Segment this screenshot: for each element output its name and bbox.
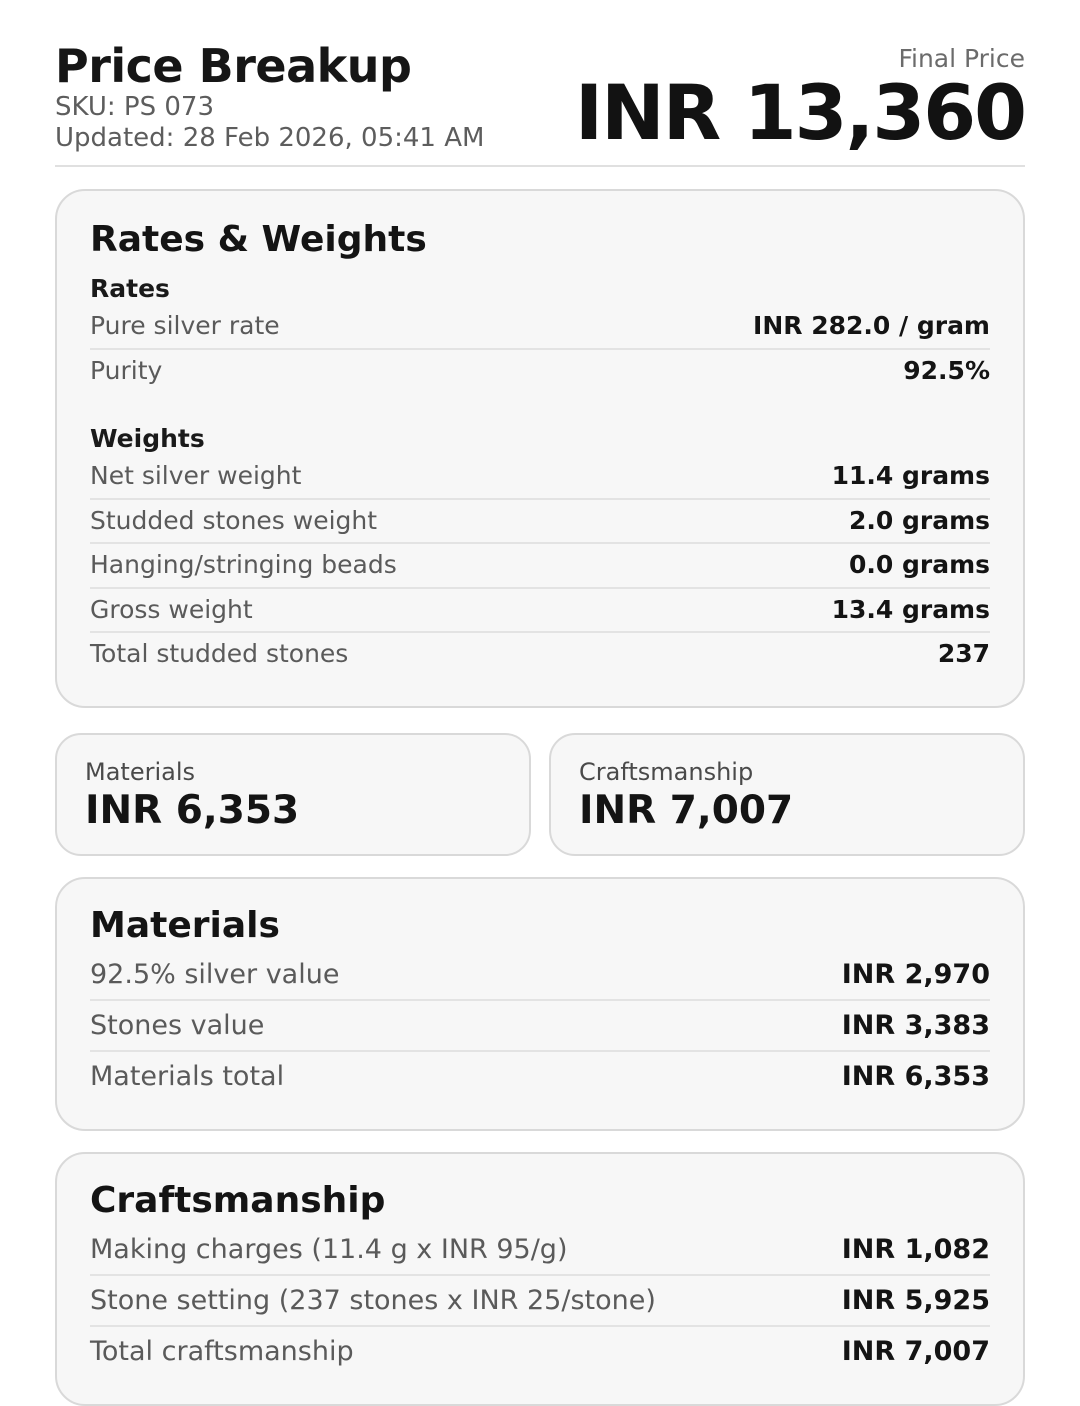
row-value: 2.0 grams: [848, 505, 990, 535]
row-label: Materials total: [90, 1060, 285, 1092]
header-right: [574, 42, 1025, 157]
summary-tile-value: INR 7,007: [579, 787, 794, 833]
table-row: [90, 1276, 990, 1327]
updated-timestamp: Updated: 28 Feb 2026, 05:41 AM: [55, 123, 485, 154]
summary-tiles: [55, 733, 1025, 856]
table-row: [90, 455, 990, 500]
final-price-value: INR 13,360: [574, 68, 1025, 157]
row-value: INR 2,970: [841, 958, 990, 990]
table-row: [90, 633, 990, 676]
table-row: [90, 544, 990, 589]
row-label: Pure silver rate: [90, 311, 280, 341]
row-value: INR 7,007: [841, 1336, 990, 1368]
header: [55, 39, 1025, 157]
page-title: Price Breakup: [55, 39, 412, 93]
weights-subheading: Weights: [90, 424, 205, 454]
row-label: Studded stones weight: [90, 505, 378, 535]
table-row: [90, 589, 990, 634]
final-price-label: Final Price: [898, 44, 1025, 73]
row-label: Purity: [90, 355, 163, 385]
row-value: INR 6,353: [841, 1060, 990, 1092]
craftsmanship-rows: [90, 1225, 990, 1376]
table-row: [90, 500, 990, 545]
materials-card: [55, 877, 1025, 1131]
row-value: INR 5,925: [841, 1284, 990, 1316]
table-row: [90, 1052, 990, 1101]
rates-weights-title: Rates & Weights: [90, 219, 427, 261]
summary-tile-label: Materials: [85, 757, 196, 786]
materials-summary-tile: [55, 733, 531, 856]
craftsmanship-title: Craftsmanship: [90, 1179, 386, 1221]
rates-weights-card: [55, 189, 1025, 708]
row-value: 0.0 grams: [848, 550, 990, 580]
row-label: Making charges (11.4 g x INR 95/g): [90, 1233, 568, 1265]
row-value: INR 1,082: [841, 1233, 990, 1265]
table-row: [90, 1001, 990, 1052]
row-label: Stones value: [90, 1009, 265, 1041]
header-left: [55, 39, 485, 155]
summary-tile-value: INR 6,353: [85, 787, 300, 833]
row-value: 92.5%: [903, 355, 990, 385]
materials-rows: [90, 950, 990, 1101]
row-label: Hanging/stringing beads: [90, 550, 397, 580]
table-row: [90, 305, 990, 350]
table-row: [90, 950, 990, 1001]
rates-subheading: Rates: [90, 274, 170, 304]
table-row: [90, 350, 990, 393]
row-label: Net silver weight: [90, 461, 302, 491]
weights-rows: [90, 455, 990, 676]
sku-text: SKU: PS 073: [55, 91, 214, 122]
row-label: Total craftsmanship: [90, 1336, 354, 1368]
row-value: 13.4 grams: [831, 594, 990, 624]
table-row: [90, 1327, 990, 1376]
row-value: INR 282.0 / gram: [753, 311, 990, 341]
row-label: 92.5% silver value: [90, 958, 340, 990]
table-row: [90, 1225, 990, 1276]
row-value: INR 3,383: [841, 1009, 990, 1041]
row-label: Total studded stones: [90, 639, 349, 669]
materials-title: Materials: [90, 904, 280, 946]
row-label: Gross weight: [90, 594, 253, 624]
row-label: Stone setting (237 stones x INR 25/stone): [90, 1284, 656, 1316]
craftsmanship-summary-tile: [549, 733, 1025, 856]
craftsmanship-card: [55, 1152, 1025, 1406]
row-value: 237: [937, 639, 990, 669]
header-divider: [55, 165, 1025, 167]
summary-tile-label: Craftsmanship: [579, 757, 754, 786]
row-value: 11.4 grams: [831, 461, 990, 491]
rates-rows: [90, 305, 990, 392]
